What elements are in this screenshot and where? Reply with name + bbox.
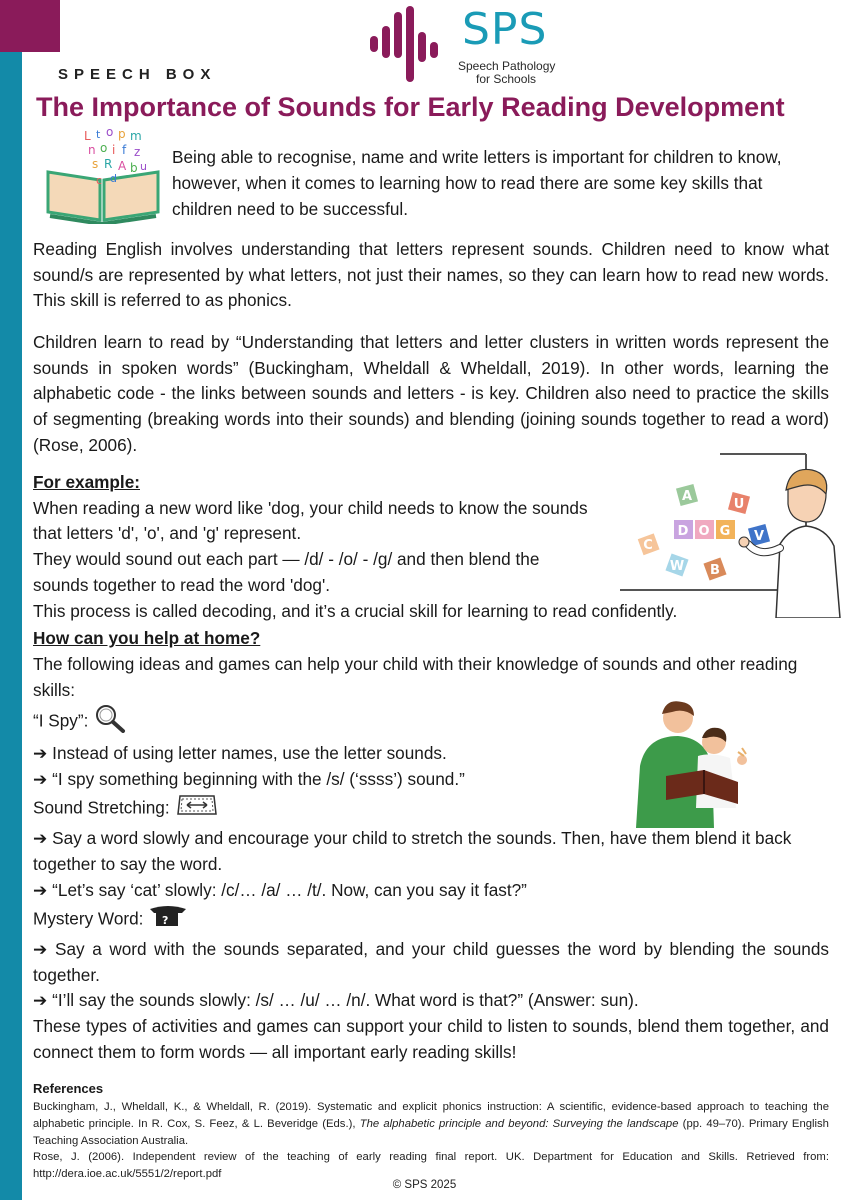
block-letter-u: U <box>733 497 745 512</box>
sps-logo-bars-icon <box>368 6 460 86</box>
alphabetic-code-paragraph: Children learn to read by “Understanding that letters and letter clusters in written words represent the sounds in spoken words” (Buckingham, Wheldall & Wheldall, 2019). In other words, learning the alphabetic code - the links between sounds and letters - is key. Children also need to practice the skills of segmenting (breaking words into their sounds) and blending (joining sounds together to read a word) (Rose, 2006). <box>33 332 829 455</box>
svg-text:s: s <box>92 157 99 171</box>
example-heading: For example: <box>33 472 140 492</box>
logo-subtitle-line2: for Schools <box>476 72 537 86</box>
reference-2: Rose, J. (2006). Independent review of the teaching of early reading final report. UK. Department for Education and Skills. Retrieved from: http://dera.ioe.ac.uk/5551/2/report.pdf <box>33 1151 829 1181</box>
example-line-5: This process is called decoding, and it’s a crucial skill for learning to read confidently. <box>33 600 678 621</box>
svg-text:p: p <box>118 128 126 141</box>
reference-1-book-title: The alphabetic principle and beyond: Surveying the landscape <box>359 1117 679 1130</box>
home-heading: How can you help at home? <box>33 628 261 649</box>
side-accent-bar <box>0 52 22 1200</box>
block-letter-c: C <box>643 538 653 553</box>
svg-text:u: u <box>140 160 147 173</box>
block-letter-o: O <box>698 524 710 539</box>
example-line-2: that letters 'd', 'o', and 'g' represent. <box>33 523 302 544</box>
home-intro: The following ideas and games can help your child with their knowledge of sounds and other reading skills: <box>33 653 798 700</box>
intro-paragraph: Being able to recognise, name and write letters is important for children to know, however, when it comes to learning how to read there are some key skills that children need to be successful. <box>172 147 782 219</box>
svg-text:?: ? <box>162 914 169 928</box>
svg-text:i: i <box>112 143 116 157</box>
svg-text:m: m <box>130 129 142 143</box>
mystery-hat-icon <box>148 903 188 937</box>
block-letter-w: W <box>669 559 685 574</box>
references-list <box>33 1099 829 1183</box>
mystery-tip-2: ➔ “I’ll say the sounds slowly: /s/ … /u/ … /n/. What word is that?” (Answer: sun). <box>33 990 639 1011</box>
parent-reading-with-child-illustration <box>626 696 758 828</box>
mystery-title: Mystery Word: <box>33 908 144 929</box>
section-label: SPEECH BOX <box>58 66 217 83</box>
svg-text:f: f <box>122 143 127 157</box>
block-letter-a: A <box>681 489 693 504</box>
reference-1 <box>33 1099 829 1149</box>
references-title: References <box>33 1081 104 1096</box>
block-letter-v: V <box>753 529 765 544</box>
stretch-title: Sound Stretching: <box>33 797 170 818</box>
boy-with-letter-blocks-illustration <box>620 448 842 618</box>
ispy-title: “I Spy”: <box>33 710 89 731</box>
closing-paragraph: These types of activities and games can support your child to listen to sounds, blend them together, and connect them to form words — all important early reading skills! <box>33 1016 829 1062</box>
block-letter-g: G <box>719 524 731 539</box>
svg-text:b: b <box>130 161 138 175</box>
stretch-arrows-icon <box>174 792 220 826</box>
corner-accent-block <box>0 0 60 52</box>
phonics-paragraph: Reading English involves understanding that letters represent sounds. Children need to know what sound/s are represented by what letters, not just their names, so they can learn how to read new words. This skill is referred to as phonics. <box>33 239 829 311</box>
logo-wordmark: SPS <box>462 4 548 55</box>
svg-text:c: c <box>96 174 103 187</box>
svg-text:o: o <box>100 141 108 155</box>
mystery-row <box>33 903 829 937</box>
ispy-tip-2: ➔ “I spy something beginning with the /s/ (‘ssss’) sound.” <box>33 768 465 789</box>
stretch-tip-2: ➔ “Let’s say ‘cat’ slowly: /c/… /a/ … /t/. Now, can you say it fast?” <box>33 879 527 900</box>
alphabet-book-illustration <box>44 128 162 224</box>
page-title: The Importance of Sounds for Early Reading Development <box>36 92 785 122</box>
reference-1-publisher: (pp. 49–70). Primary English Teaching Association Australia. <box>33 1117 829 1147</box>
example-line-1: When reading a new word like 'dog, your child needs to know the sounds <box>33 497 588 518</box>
svg-text:n: n <box>88 143 96 157</box>
open-book-icon <box>44 128 162 224</box>
svg-text:t: t <box>96 128 101 141</box>
svg-text:z: z <box>134 145 141 159</box>
svg-text:R: R <box>104 157 113 171</box>
svg-text:L: L <box>84 129 91 143</box>
svg-text:d: d <box>110 172 117 185</box>
logo-subtitle-line1: Speech Pathology <box>458 59 556 73</box>
example-line-4: sounds together to read the word 'dog'. <box>33 574 331 595</box>
ispy-tip-1: ➔ Instead of using letter names, use the letter sounds. <box>33 743 447 764</box>
copyright-footer: © SPS 2025 <box>392 1179 457 1191</box>
sps-logo <box>368 6 558 86</box>
svg-text:o: o <box>106 128 114 139</box>
mystery-tip-1: ➔ Say a word with the sounds separated, and your child guesses the word by blending the sounds together. <box>33 938 829 985</box>
svg-text:A: A <box>118 159 127 173</box>
reference-1-text: Buckingham, J., Wheldall, K., & Wheldall, R. (2019). Systematic and explicit phonics instruction: A scientific, evidence-based approach to teaching the alphabetic principle. In R. Cox, S. Feez, & L. Beveridge (Eds.), <box>33 1101 829 1130</box>
example-line-3: They would sound out each part — /d/ - /o/ - /g/ and then blend the <box>33 549 540 570</box>
block-letter-b: B <box>710 563 720 578</box>
magnifying-glass-icon <box>93 703 127 741</box>
block-letter-d: D <box>677 524 689 539</box>
stretch-tip-1: ➔ Say a word slowly and encourage your child to stretch the sounds. Then, have them blend it back together to say the word. <box>33 828 792 874</box>
